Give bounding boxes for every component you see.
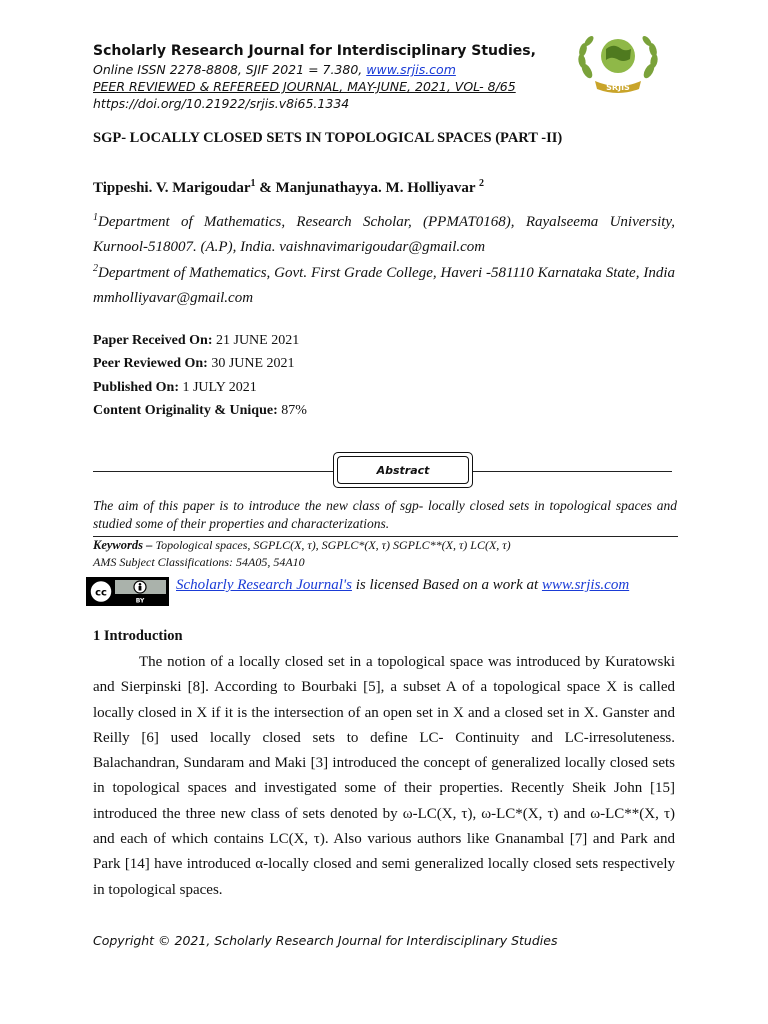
- svg-text:SRJIS: SRJIS: [606, 83, 630, 92]
- published-label: Published On:: [93, 380, 179, 395]
- received-label: Paper Received On:: [93, 333, 213, 348]
- cc-by-badge[interactable]: [86, 577, 169, 606]
- published-value: 1 JULY 2021: [178, 380, 257, 395]
- originality-line: [93, 403, 307, 419]
- reviewed-label: Peer Reviewed On:: [93, 356, 208, 371]
- affiliation-2: [93, 256, 675, 311]
- author-1-sup: 1: [250, 178, 256, 189]
- originality-label: Content Originality & Unique:: [93, 403, 278, 418]
- issn-line: [93, 62, 456, 77]
- keywords-label: Keywords –: [93, 538, 156, 552]
- affiliation-2-sup: 2: [93, 263, 98, 274]
- abstract-text: The aim of this paper is to introduce the new class of sgp- locally closed sets in topological spaces and studied some of their properties and characterizations.: [93, 498, 677, 531]
- introduction-body: [93, 650, 675, 903]
- received-line: [93, 333, 299, 349]
- authors-line: [93, 178, 484, 197]
- license-line: [176, 577, 629, 594]
- affiliation-1-sup: 1: [93, 212, 98, 223]
- keywords-line: [93, 538, 511, 553]
- svg-text:BY: BY: [135, 597, 145, 605]
- reviewed-value: 30 JUNE 2021: [207, 356, 295, 371]
- abstract-bottom-rule: [93, 536, 678, 537]
- introduction-paragraph: The notion of a locally closed set in a topological space was introduced by Kuratowski and Sierpinski [8]. According to Bourbaki [5], a subset A of a topological space X is called locally closed in X if it is the intersection of an open set in X and a closed set in X. Ganster and Reilly [6] used locally closed sets to define LC- Continuity and LC-irresoluteness. Balachandran, Sundaram and Maki [3] introduced the concept of generalized locally closed sets in topological spaces and investigated some of their properties. Recently Sheik John [15] introduced the three new class of sets denoted by ω-LC(X, τ), ω-LC*(X, τ) and ω-LC**(X, τ) and each of which contains LC(X, τ). Also various authors like Gnanambal [7] and Park and Park [14] have introduced α-locally closed and semi generalized locally closed sets respectively in topological spaces.: [93, 654, 675, 898]
- abstract-rule-right: [473, 471, 672, 472]
- peer-review-line: PEER REVIEWED & REFEREED JOURNAL, MAY-JUNE, 2021, VOL- 8/65: [93, 79, 516, 94]
- abstract-heading: Abstract: [337, 456, 469, 484]
- abstract-rule-left: [93, 471, 333, 472]
- author-1: Tippeshi. V. Marigoudar: [93, 180, 251, 196]
- affiliation-2-text: Department of Mathematics, Govt. First Grade College, Haveri -581110 Karnataka State, India mmholliyavar@gmail.com: [93, 265, 675, 306]
- journal-title: Scholarly Research Journal for Interdisciplinary Studies,: [93, 43, 536, 59]
- paper-title: SGP- LOCALLY CLOSED SETS IN TOPOLOGICAL SPACES (PART -II): [93, 130, 563, 146]
- keywords-text: Topological spaces, SGPLC(X, τ), SGPLC*(X, τ) SGPLC**(X, τ) LC(X, τ): [155, 538, 511, 552]
- received-value: 21 JUNE 2021: [212, 333, 300, 348]
- srjis-website-link[interactable]: www.srjis.com: [541, 577, 630, 593]
- affiliation-1: [93, 205, 675, 260]
- published-line: [93, 380, 257, 396]
- author-2-sup: 2: [479, 178, 485, 189]
- license-text: is licensed Based on a work at: [351, 577, 542, 593]
- copyright-footer: Copyright © 2021, Scholarly Research Journal for Interdisciplinary Studies: [93, 933, 558, 948]
- originality-value: 87%: [277, 403, 307, 418]
- journal-website-link[interactable]: www.srjis.com: [366, 62, 456, 77]
- author-2: & Manjunathayya. M. Holliyavar: [255, 180, 480, 196]
- journal-license-link[interactable]: Scholarly Research Journal's: [176, 577, 352, 593]
- issn-text: Online ISSN 2278-8808, SJIF 2021 = 7.380,: [93, 62, 367, 77]
- svg-text:cc: cc: [95, 587, 107, 599]
- introduction-heading: 1 Introduction: [93, 628, 183, 644]
- ams-classification: AMS Subject Classifications: 54A05, 54A10: [93, 555, 305, 569]
- doi-line[interactable]: https://doi.org/10.21922/srjis.v8i65.1334: [93, 96, 350, 111]
- reviewed-line: [93, 356, 295, 372]
- abstract-heading-box: [333, 452, 473, 488]
- srjis-logo: [573, 29, 663, 99]
- affiliation-1-text: Department of Mathematics, Research Scholar, (PPMAT0168), Rayalseema University, Kurnool-518007. (A.P), India. vaishnavimarigoudar@gmail.com: [93, 214, 675, 255]
